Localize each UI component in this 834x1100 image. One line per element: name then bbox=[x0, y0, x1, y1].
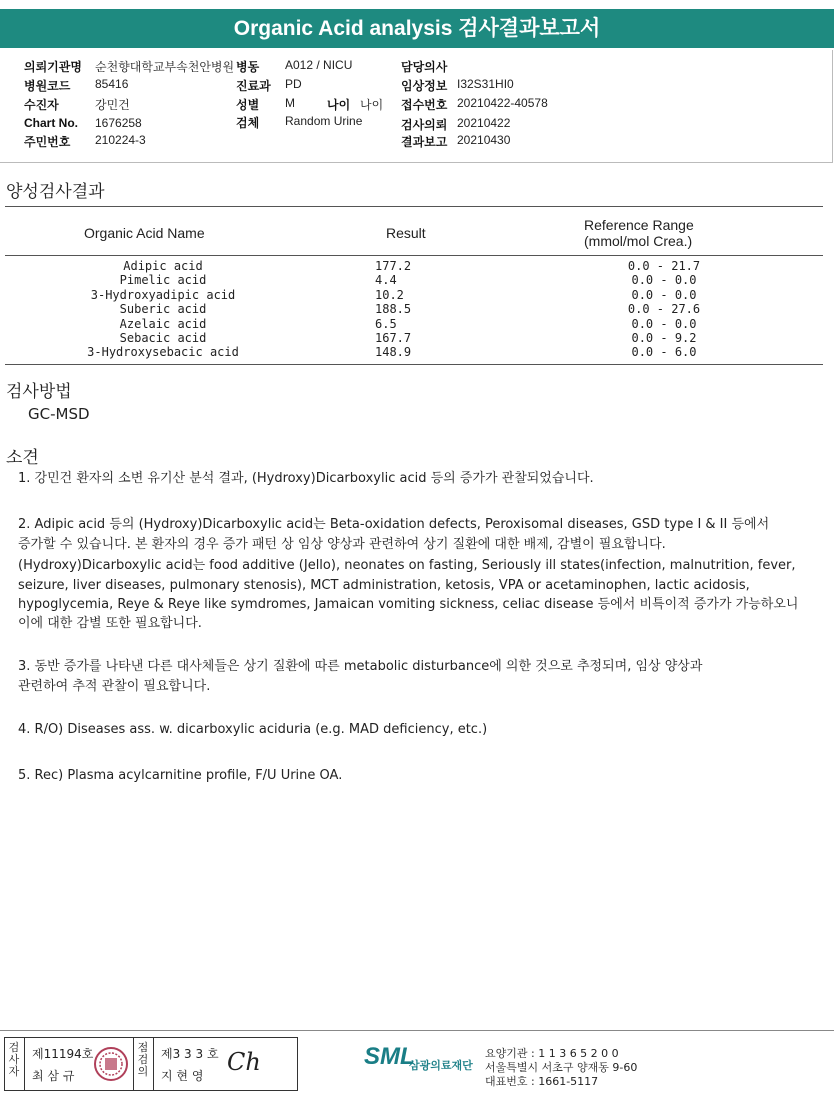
signature-stamp-box bbox=[4, 1037, 298, 1091]
receipt-value: 20210422-40578 bbox=[457, 96, 548, 110]
patient-value: 강민건 bbox=[95, 98, 130, 112]
doctor-label: 담당의사 bbox=[401, 60, 448, 74]
table-row bbox=[5, 331, 823, 345]
acid-name: Sebacic acid bbox=[119, 331, 207, 345]
examiner-license-no: 제11194호 bbox=[32, 1047, 94, 1061]
method-title: 검사방법 bbox=[6, 382, 72, 402]
table-row bbox=[5, 288, 823, 302]
report-date-label: 결과보고 bbox=[401, 135, 448, 149]
patient-info-panel bbox=[0, 50, 833, 163]
result-value: 4.4 bbox=[375, 273, 397, 288]
report-date-value: 20210430 bbox=[457, 133, 511, 147]
dept-label: 진료과 bbox=[236, 79, 271, 93]
opinion-item-3a: 3. 동반 증가를 나타낸 다른 대사체들은 상기 질환에 따른 metabolic disturbance에 의한 것으로 추정되며, 임상 양상과 bbox=[18, 659, 703, 674]
clinical-value: I32S31HI0 bbox=[457, 77, 514, 91]
ward-value: A012 / NICU bbox=[285, 58, 353, 72]
result-value: 167.7 bbox=[375, 331, 412, 345]
phone-number: 대표번호 : 1661-5117 bbox=[485, 1075, 599, 1088]
patient-label: 수진자 bbox=[24, 98, 59, 112]
report-title: Organic Acid analysis 검사결과보고서 bbox=[0, 9, 834, 48]
table-row bbox=[5, 345, 823, 359]
sex-value: M bbox=[285, 96, 295, 110]
acid-name: 3-Hydroxyadipic acid bbox=[90, 287, 236, 302]
opinion-item-2b: 증가할 수 있습니다. 본 환자의 경우 증가 패턴 상 임상 양상과 관련하여 상기 질환에 대한 배제, 감별이 필요합니다. bbox=[18, 537, 666, 552]
address: 서울특별시 서초구 양재동 9-60 bbox=[485, 1061, 638, 1074]
result-value: 148.9 bbox=[375, 345, 412, 360]
stamp-divider bbox=[133, 1038, 134, 1090]
positive-results-title: 양성검사결과 bbox=[6, 182, 105, 202]
acid-name: Azelaic acid bbox=[119, 316, 207, 331]
result-value: 10.2 bbox=[375, 287, 404, 302]
table-row bbox=[5, 273, 823, 287]
signature-image: Ch bbox=[227, 1048, 261, 1076]
age-label: 나이 bbox=[327, 98, 351, 112]
id-label: 주민번호 bbox=[24, 135, 71, 149]
license-number: 요양기관 : 1 1 3 6 5 2 0 0 bbox=[485, 1047, 619, 1060]
result-value: 188.5 bbox=[375, 302, 412, 317]
col-header-ref-unit: (mmol/mol Crea.) bbox=[584, 233, 693, 249]
reference-range: 0.0 - 27.6 bbox=[627, 302, 701, 317]
seal-stamp-icon bbox=[93, 1046, 129, 1082]
table-header-rule bbox=[5, 255, 823, 256]
request-label: 검사의뢰 bbox=[401, 118, 448, 132]
sex-label: 성별 bbox=[236, 98, 260, 112]
institution-field: 의뢰기관명 bbox=[24, 60, 82, 74]
examiner-label: 검 사 자 bbox=[8, 1041, 20, 1078]
acid-name: Pimelic acid bbox=[119, 273, 207, 288]
reference-range: 0.0 - 9.2 bbox=[631, 331, 697, 345]
hospital-code-label: 병원코드 bbox=[24, 79, 71, 93]
table-bottom-rule bbox=[5, 364, 823, 365]
reviewer-label: 점 검 의 bbox=[137, 1041, 149, 1078]
ward-label: 병동 bbox=[236, 60, 260, 74]
footer-rule bbox=[0, 1030, 834, 1031]
col-header-result: Result bbox=[386, 225, 426, 241]
opinion-title: 소견 bbox=[6, 448, 39, 468]
result-value: 6.5 bbox=[375, 316, 397, 331]
clinical-label: 임상정보 bbox=[401, 79, 448, 93]
reference-range: 0.0 - 0.0 bbox=[631, 316, 697, 331]
result-value: 177.2 bbox=[375, 259, 412, 273]
chart-value: 1676258 bbox=[95, 116, 142, 130]
examiner-name: 최 삼 규 bbox=[32, 1069, 75, 1083]
reference-range: 0.0 - 21.7 bbox=[627, 259, 701, 273]
specimen-value: Random Urine bbox=[285, 114, 363, 128]
opinion-item-2a: 2. Adipic acid 등의 (Hydroxy)Dicarboxylic acid는 Beta-oxidation defects, Peroxisomal diseases, GSD type I & II 등에서 bbox=[18, 517, 770, 532]
table-row bbox=[5, 259, 823, 273]
col-header-name: Organic Acid Name bbox=[84, 225, 205, 241]
reference-range: 0.0 - 6.0 bbox=[631, 345, 697, 360]
method-value: GC-MSD bbox=[28, 405, 90, 423]
dept-value: PD bbox=[285, 77, 302, 91]
stamp-divider bbox=[153, 1038, 154, 1090]
reviewer-name: 지 현 영 bbox=[161, 1069, 204, 1083]
opinion-item-2e: hypoglycemia, Reye & Reye like symdromes, Jamaican vomiting sickness, celiac disease 등에서 비특이적 증가가 가능하오니 bbox=[18, 597, 799, 612]
receipt-label: 접수번호 bbox=[401, 98, 448, 112]
opinion-item-4: 4. R/O) Diseases ass. w. dicarboxylic aciduria (e.g. MAD deficiency, etc.) bbox=[18, 722, 488, 737]
table-row bbox=[5, 317, 823, 331]
specimen-label: 검체 bbox=[236, 116, 260, 130]
opinion-item-5: 5. Rec) Plasma acylcarnitine profile, F/U Urine OA. bbox=[18, 768, 343, 783]
opinion-item-2c: (Hydroxy)Dicarboxylic acid는 food additive (Jello), neonates on fasting, Seriously ill states(infection, malnutrition, fever, bbox=[18, 558, 796, 573]
request-value: 20210422 bbox=[457, 116, 511, 130]
acid-name: 3-Hydroxysebacic acid bbox=[87, 345, 239, 360]
opinion-item-1: 1. 강민건 환자의 소변 유기산 분석 결과, (Hydroxy)Dicarboxylic acid 등의 증가가 관찰되었습니다. bbox=[18, 471, 594, 486]
stamp-divider bbox=[24, 1038, 25, 1090]
opinion-item-3b: 관련하여 추적 관찰이 필요합니다. bbox=[18, 679, 211, 694]
acid-name: Suberic acid bbox=[119, 302, 207, 317]
age-value: 나이 bbox=[360, 98, 384, 112]
institution-value: 순천향대학교부속천안병원 bbox=[95, 60, 235, 74]
col-header-ref: Reference Range bbox=[584, 217, 694, 233]
reference-range: 0.0 - 0.0 bbox=[631, 273, 697, 288]
sml-logo: SML bbox=[364, 1043, 415, 1070]
table-row bbox=[5, 302, 823, 316]
opinion-item-2f: 이에 대한 감별 또한 필요합니다. bbox=[18, 616, 202, 631]
org-name: 삼광의료재단 bbox=[409, 1059, 473, 1072]
chart-label: Chart No. bbox=[24, 116, 78, 130]
opinion-item-2d: seizure, liver diseases, pulmonary stenosis), MCT administration, ketosis, VPA or acetaminophen, lactic acidosis, bbox=[18, 578, 750, 593]
acid-name: Adipic acid bbox=[123, 259, 203, 273]
hospital-code-value: 85416 bbox=[95, 77, 129, 91]
id-value: 210224-3 bbox=[95, 133, 146, 147]
table-top-rule bbox=[5, 206, 823, 207]
reviewer-license-no: 제3 3 3 호 bbox=[161, 1047, 219, 1061]
reference-range: 0.0 - 0.0 bbox=[631, 287, 697, 302]
